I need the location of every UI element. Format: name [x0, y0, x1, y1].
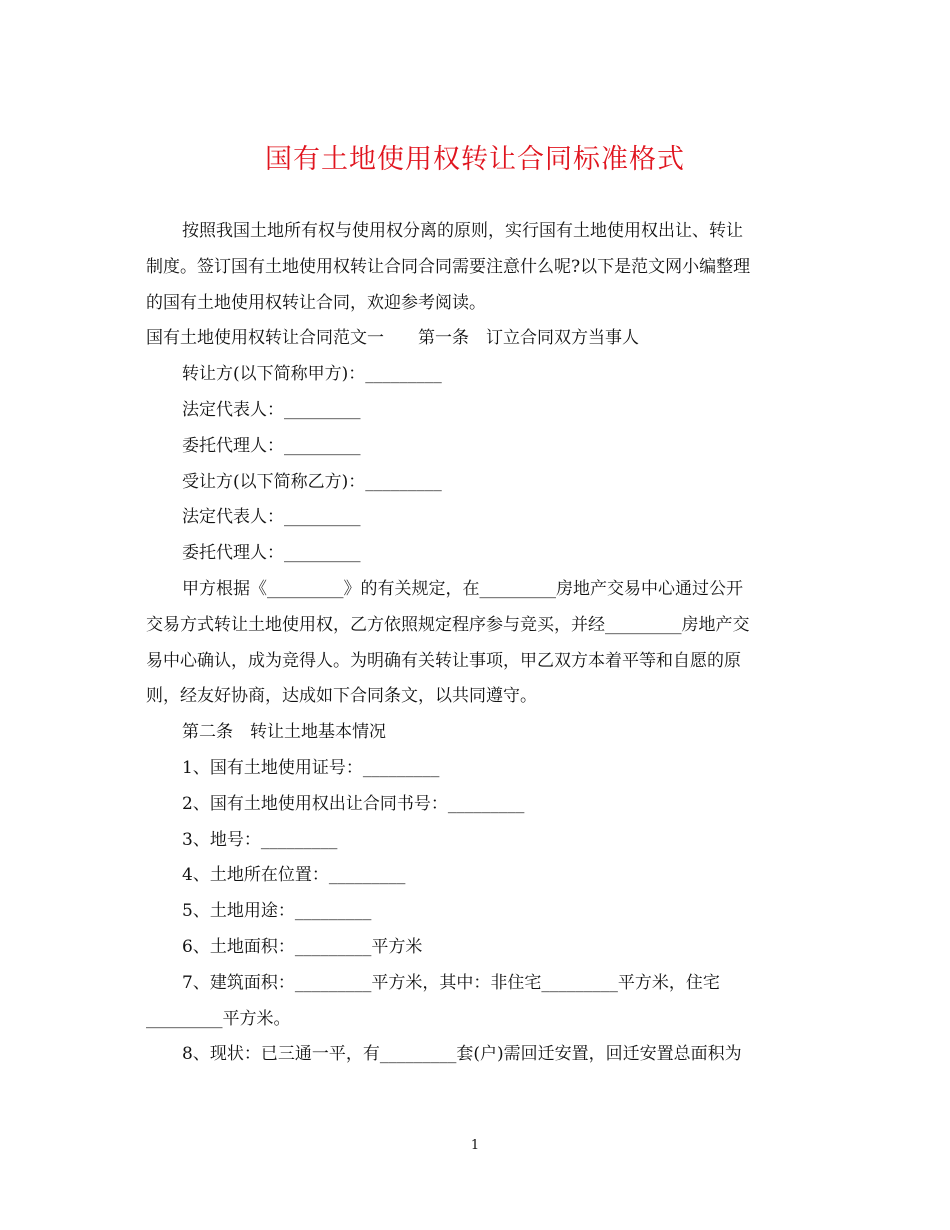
- text-line: 的国有土地使用权转让合同，欢迎参考阅读。: [146, 292, 486, 313]
- text-line: 受让方(以下简称乙方)：_________: [182, 471, 442, 492]
- text-line: 委托代理人：_________: [182, 543, 361, 564]
- text-line: 制度。签订国有土地使用权转让合同合同需要注意什么呢?以下是范文网小编整理: [146, 256, 751, 277]
- text-line: 交易方式转让土地使用权，乙方依照规定程序参与竞买，并经_________房地产交: [146, 614, 750, 635]
- text-line: 甲方根据《_________》的有关规定，在_________房地产交易中心通过公开: [182, 578, 743, 599]
- text-line: 5、土地用途：_________: [182, 901, 372, 922]
- text-line: 6、土地面积：_________平方米: [182, 936, 423, 957]
- text-line: 法定代表人：_________: [182, 507, 361, 528]
- text-line: 7、建筑面积：_________平方米，其中：非住宅_________平方米，住宅: [182, 972, 720, 993]
- text-line: 法定代表人：_________: [182, 399, 361, 420]
- text-line: 4、土地所在位置：_________: [182, 865, 406, 886]
- text-line: 委托代理人：_________: [182, 435, 361, 456]
- text-line: 3、地号：_________: [182, 829, 338, 850]
- text-line: _________平方米。: [146, 1008, 291, 1029]
- text-line: 2、国有土地使用权出让合同书号：_________: [182, 793, 525, 814]
- document-title: 国有土地使用权转让合同标准格式: [265, 144, 685, 175]
- document-body: [146, 214, 811, 1073]
- text-line: 转让方(以下简称甲方)：_________: [182, 364, 442, 385]
- text-line: 第二条 转让土地基本情况: [182, 722, 386, 743]
- text-line: 易中心确认，成为竞得人。为明确有关转让事项，甲乙双方本着平等和自愿的原: [146, 650, 741, 671]
- text-line: 8、现状：已三通一平，有_________套(户)需回迁安置，回迁安置总面积为: [182, 1044, 742, 1065]
- text-line: 1、国有土地使用证号：_________: [182, 757, 440, 778]
- text-line: 则，经友好协商，达成如下合同条文，以共同遵守。: [146, 686, 537, 707]
- page-number: 1: [470, 1138, 480, 1153]
- text-line: 按照我国土地所有权与使用权分离的原则，实行国有土地使用权出让、转让: [182, 221, 743, 241]
- text-line: 国有土地使用权转让合同范文一 第一条 订立合同双方当事人: [146, 328, 639, 349]
